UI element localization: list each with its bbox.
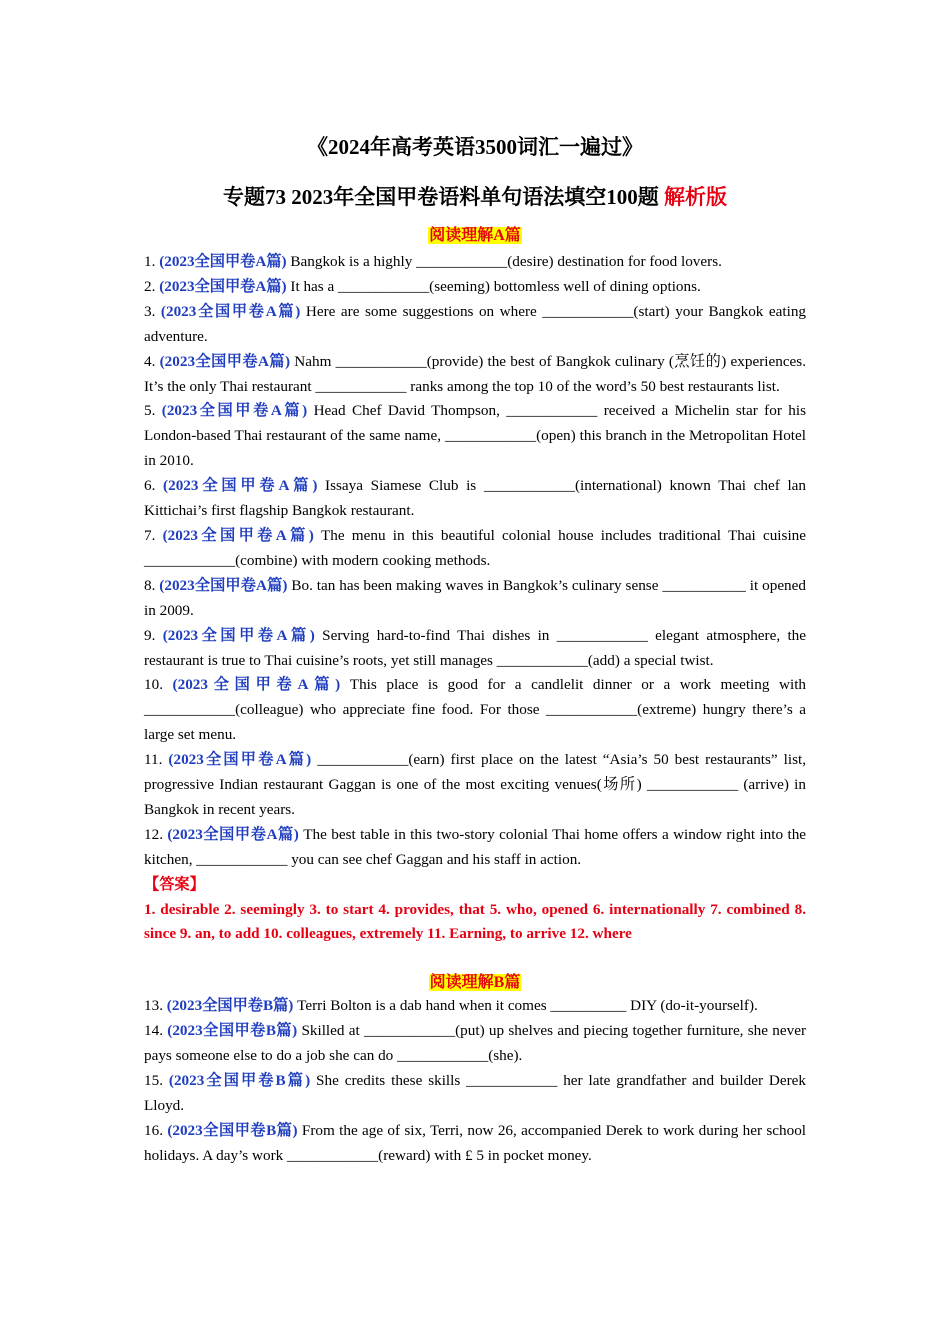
question-item [144,275,806,300]
question-number: 3. [144,302,156,320]
source-tag: (2023全国甲卷A篇) [159,576,288,594]
section-a-label: 阅读理解A篇 [429,227,521,244]
section-b-heading [144,972,806,994]
question-number: 4. [144,352,156,370]
question-list-b [144,994,806,1168]
source-tag: (2023全国甲卷A篇) [162,526,314,544]
question-item [144,1119,806,1169]
question-text: Bangkok is a highly ____________(desire) destination for food lovers. [290,253,722,270]
question-number: 15. [144,1071,163,1089]
section-spacer [144,947,806,972]
source-tag: (2023全国甲卷A篇) [160,302,301,320]
answer-key: 1. desirable 2. seemingly 3. to start 4. provides, that 5. who, opened 6. internationally 7. combined 8. since 9. an, to add 10. colleagues, extremely 11. Earning, to arrive 12. where [144,900,806,943]
question-item [144,524,806,574]
question-text: The best table in this two-story colonial Thai home offers a window right into the kitchen, ____________ you can see chef Gaggan and his staff in action. [144,825,807,868]
question-item [144,673,806,748]
question-list-a [144,250,806,873]
question-item [144,474,806,524]
question-item [144,994,806,1019]
document-body [144,250,806,1169]
subtitle-accent: 解析版 [664,185,727,209]
source-tag: (2023全国甲卷A篇) [167,825,299,843]
question-text: Nahm ____________(provide) the best of Bangkok culinary (烹饪的) experiences. It’s the only Thai restaurant ____________ ranks among the top 10 of the word’s 50 best restaurants list. [144,352,807,395]
question-number: 16. [144,1121,163,1139]
question-text: The menu in this beautiful colonial house includes traditional Thai cuisine ____________(combine) with modern cooking methods. [144,526,806,569]
source-tag: (2023全国甲卷A篇) [162,626,315,644]
question-number: 9. [144,626,156,644]
document-subtitle [0,180,950,214]
answer-label: 【答案】 [144,875,205,893]
question-number: 10. [144,676,163,694]
question-item [144,300,806,350]
source-tag: (2023全国甲卷A篇) [163,477,318,495]
question-number: 8. [144,576,156,594]
section-b-label: 阅读理解B篇 [429,974,521,992]
question-number: 2. [144,277,156,295]
document-title: 《2024年高考英语3500词汇一遍过》 [307,135,643,159]
question-item [144,399,806,474]
question-text: Head Chef David Thompson, ____________ received a Michelin star for his London-based Thai restaurant of the same name, ____________(open) this branch in the Metropolitan Hotel in 2010. [144,402,806,470]
question-number: 7. [144,526,156,544]
source-tag: (2023全国甲卷B篇) [168,1071,311,1089]
question-item [144,1019,806,1069]
source-tag: (2023全国甲卷A篇) [172,676,341,694]
question-text: This place is good for a candlelit dinner or a work meeting with ____________(colleague) who appreciate fine food. For those ____________(extreme) hungry there’s a large set menu. [144,676,807,744]
question-text: Bo. tan has been making waves in Bangkok’s culinary sense ___________ it opened in 2009. [144,576,806,619]
question-number: 11. [144,751,163,769]
source-tag: (2023全国甲卷A篇) [159,352,291,370]
question-text: Issaya Siamese Club is ____________(international) known Thai chef lan Kittichai’s first flagship Bangkok restaurant. [144,477,806,520]
question-text: From the age of six, Terri, now 26, accompanied Derek to work during her school holidays. A day’s work ____________(reward) with £ 5 in pocket money. [144,1121,807,1164]
question-item [144,624,806,674]
question-item [144,250,806,275]
question-text: Skilled at ____________(put) up shelves and piecing together furniture, she never pays someone else to do a job she can do ____________(she). [144,1022,806,1065]
question-number: 5. [144,402,156,420]
question-text: Here are some suggestions on where ____________(start) your Bangkok eating adventure. [144,302,807,345]
question-item [144,350,806,400]
question-item [144,823,806,873]
question-item [144,574,806,624]
source-tag: (2023全国甲卷B篇) [166,997,294,1015]
question-number: 13. [144,997,163,1015]
question-item [144,1069,806,1119]
source-tag: (2023全国甲卷B篇) [167,1121,298,1139]
source-tag: (2023全国甲卷A篇) [159,277,287,295]
question-text: ____________(earn) first place on the latest “Asia’s 50 best restaurants” list, progressive Indian restaurant Gaggan is one of the most exciting venues(场所) ____________ (arrive) in Bangkok in recent years. [144,751,807,818]
subtitle-text: 专题73 2023年全国甲卷语料单句语法填空100题 [223,185,659,209]
section-a-heading [0,225,950,247]
question-number: 6. [144,477,156,495]
source-tag: (2023全国甲卷A篇) [168,751,312,769]
source-tag: (2023全国甲卷A篇) [161,402,308,420]
question-text: She credits these skills ____________ her late grandfather and builder Derek Lloyd. [144,1071,807,1114]
question-text: It has a ____________(seeming) bottomless well of dining options. [290,277,701,295]
question-number: 14. [144,1022,163,1040]
question-number: 12. [144,825,163,843]
question-text: Terri Bolton is a dab hand when it comes __________ DIY (do-it-yourself). [297,997,758,1015]
source-tag: (2023全国甲卷A篇) [159,253,287,270]
question-text: Serving hard-to-find Thai dishes in ____________ elegant atmosphere, the restaurant is true to Thai cuisine’s roots, yet still manages ____________(add) a special twist. [144,626,807,669]
source-tag: (2023全国甲卷B篇) [167,1022,298,1040]
question-number: 1. [144,253,156,270]
question-item [144,748,806,823]
